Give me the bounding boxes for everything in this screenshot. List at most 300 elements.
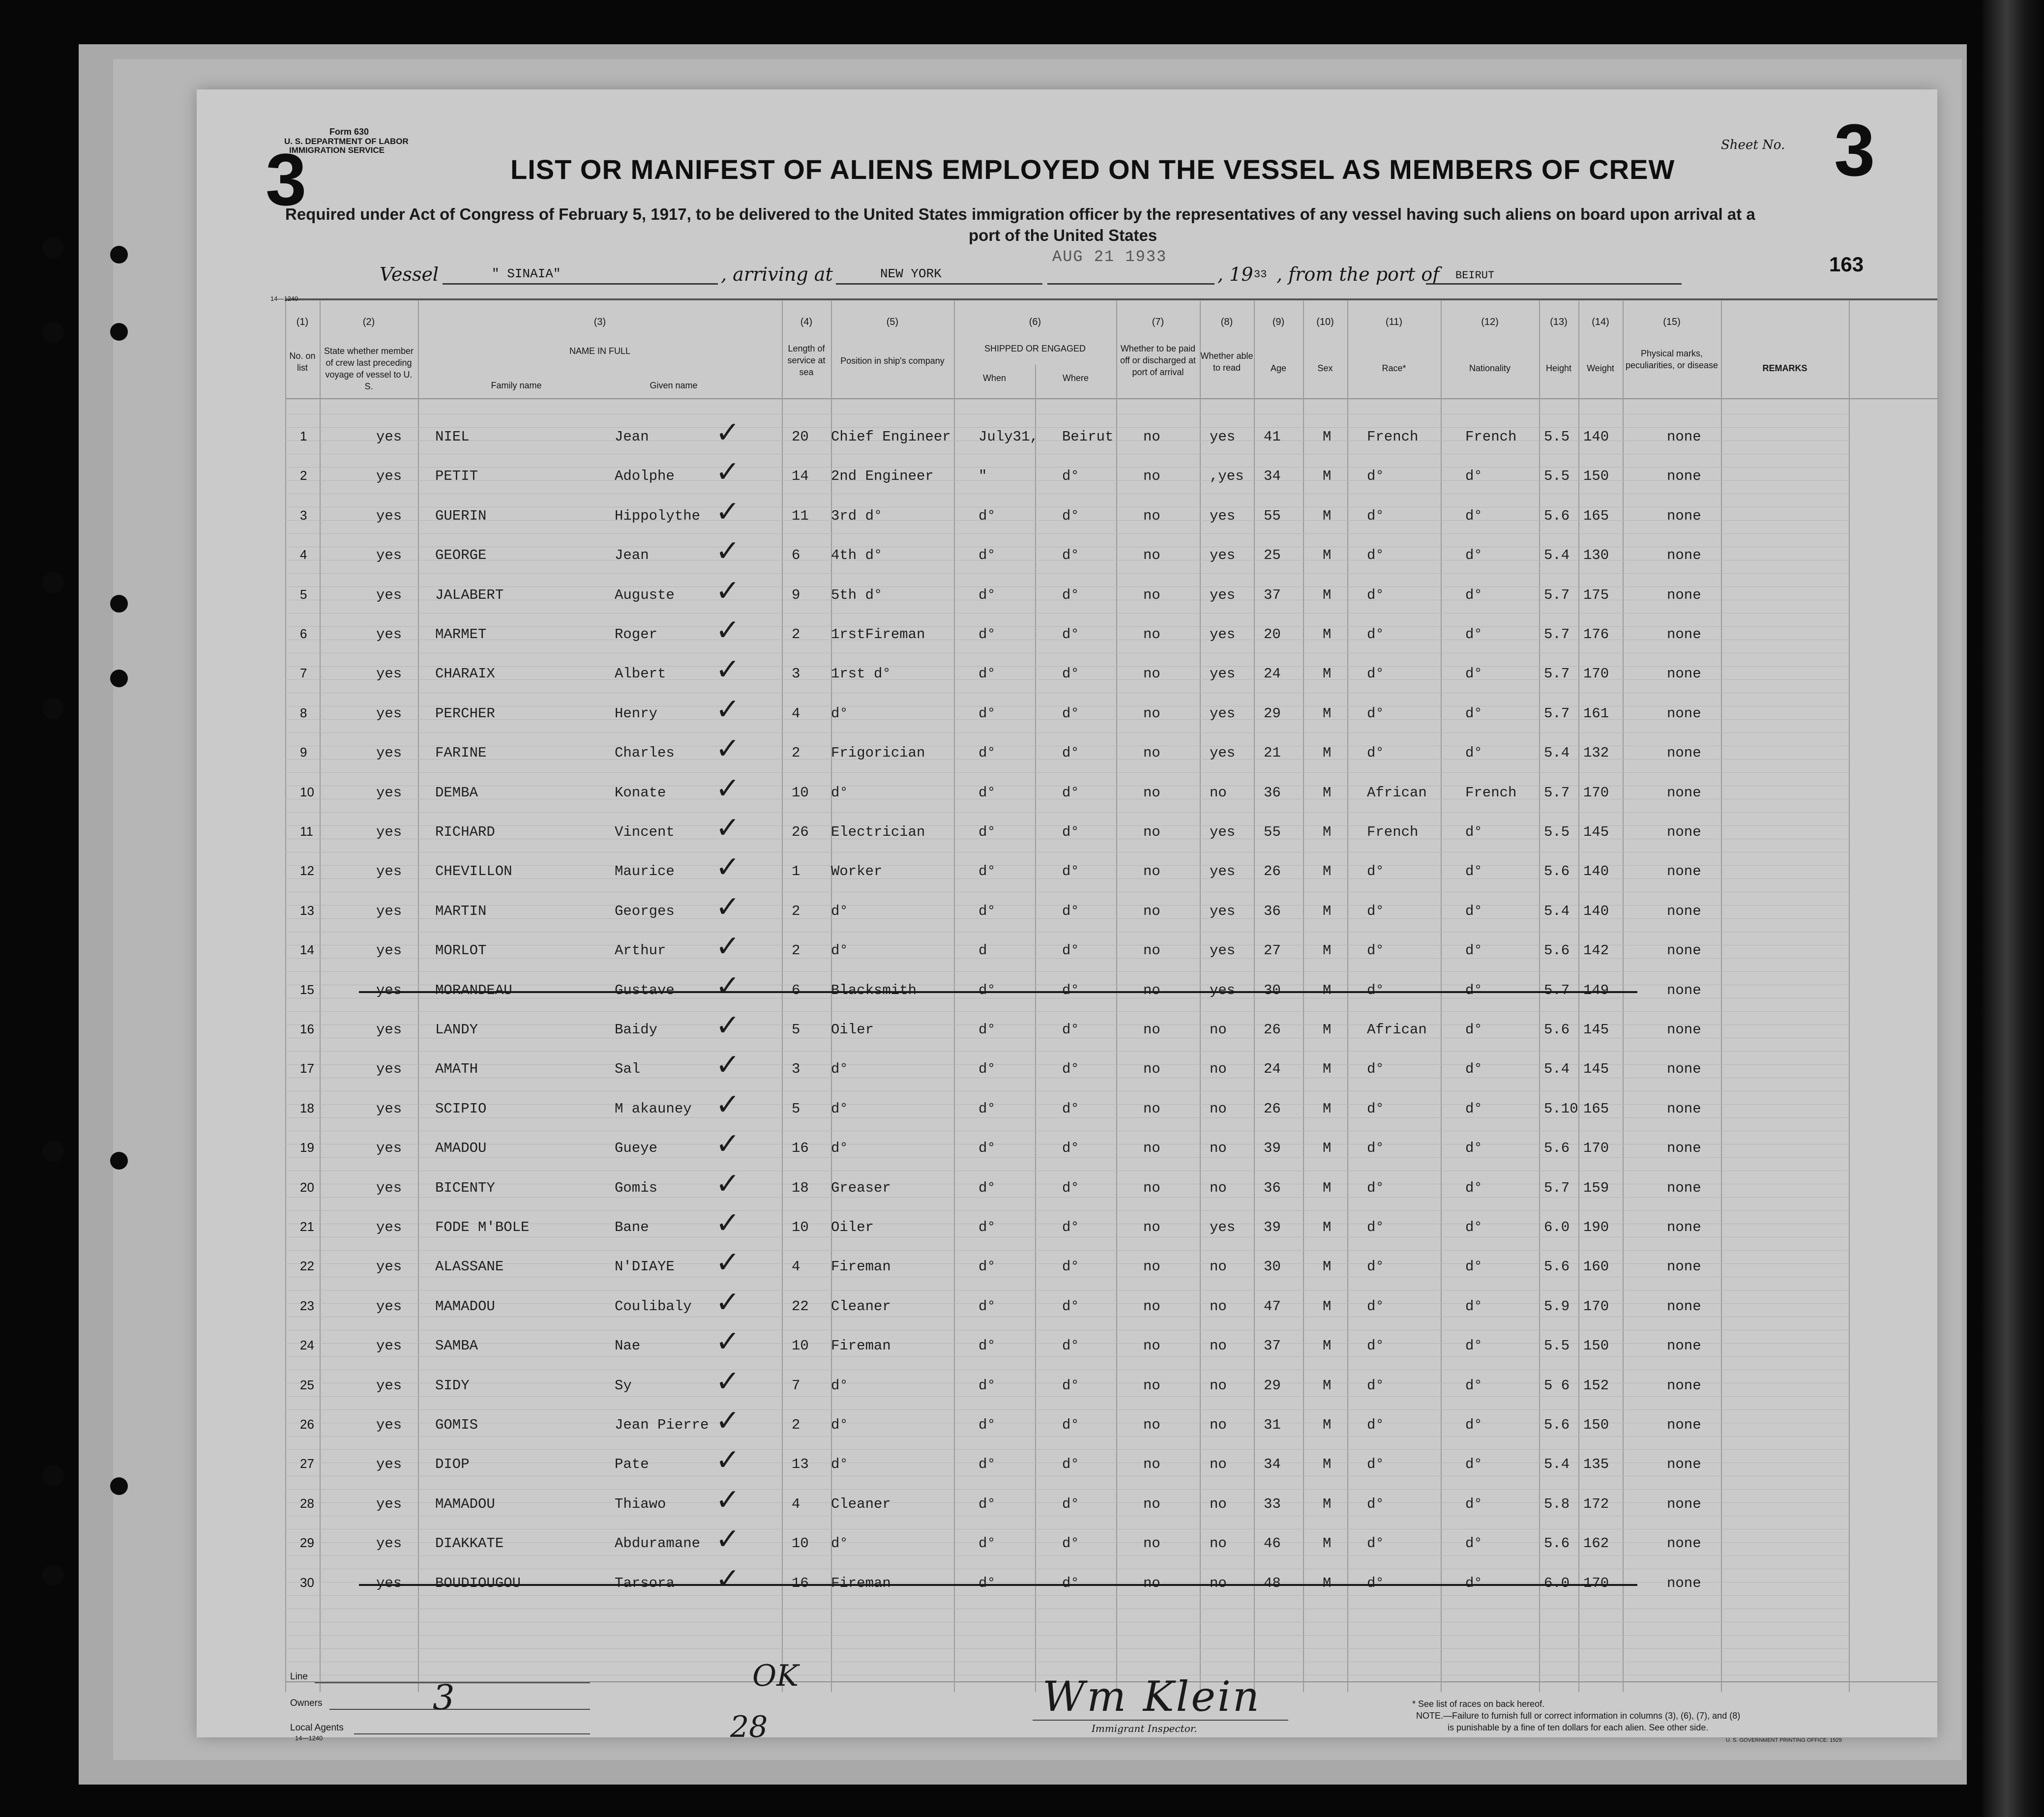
cell-read: yes [1210, 547, 1236, 564]
cell-sex: M [1323, 547, 1332, 564]
cell-pos: d° [831, 1061, 848, 1078]
fine-note-line-2: is punishable by a fine of ten dollars for each alien. See other side. [1448, 1723, 1709, 1732]
cell-race: French [1367, 824, 1419, 840]
cell-given: Gustave [615, 982, 675, 998]
printer-imprint: U. S. GOVERNMENT PRINTING OFFICE: 1929 [1726, 1737, 1842, 1743]
cell-given: Jean [615, 429, 649, 445]
col-num-4: (4) [800, 317, 813, 327]
col-num-12: (12) [1481, 317, 1499, 327]
cell-sex: M [1323, 1417, 1332, 1433]
cell-read: no [1210, 1535, 1227, 1552]
cell-nat: d° [1465, 942, 1482, 959]
cell-nat: d° [1465, 666, 1482, 682]
cell-ht: 5.9 [1544, 1298, 1570, 1315]
cell-prev: yes [376, 1219, 402, 1235]
cell-n: 16 [300, 1022, 314, 1036]
cell-when: d° [978, 1338, 996, 1354]
cell-paid: no [1143, 1061, 1160, 1078]
cell-when: d° [978, 1417, 996, 1433]
cell-wt: 160 [1583, 1259, 1609, 1275]
checkmark-icon: ✓ [715, 534, 741, 569]
cell-n: 3 [300, 507, 307, 523]
cell-nat: d° [1465, 1377, 1482, 1394]
cell-wt: 170 [1583, 1575, 1609, 1591]
arrival-date-stamp: AUG 21 1933 [1052, 248, 1167, 266]
cell-age: 33 [1264, 1495, 1281, 1512]
binder-hole [42, 698, 64, 720]
column-divider [1721, 301, 1722, 1692]
date-blank [1047, 283, 1215, 285]
cell-age: 21 [1264, 745, 1281, 762]
year-value: 33 [1254, 268, 1267, 281]
col-num-10: (10) [1316, 317, 1334, 327]
cell-when: d° [978, 1061, 996, 1078]
checkmark-icon: ✓ [715, 850, 741, 885]
header-last-voyage: State whether member of crew last preceding voyage of vessel to U. S. [324, 346, 414, 391]
cell-prev: yes [376, 903, 402, 919]
header-no-on-list: No. on list [289, 351, 316, 373]
cell-race: d° [1367, 1179, 1384, 1196]
cell-phys: none [1667, 507, 1701, 524]
cell-paid: no [1143, 1298, 1160, 1315]
cell-when: d° [978, 1259, 996, 1275]
cell-ht: 5.6 [1544, 1022, 1570, 1038]
cell-wt: 170 [1583, 784, 1609, 801]
cell-paid: no [1143, 1219, 1160, 1235]
cell-wt: 150 [1583, 468, 1609, 485]
cell-prev: yes [376, 1022, 402, 1038]
ledger-rule [285, 1648, 1849, 1649]
ledger-rule [285, 1157, 1849, 1158]
cell-nat: d° [1465, 1140, 1482, 1157]
cell-prev: yes [376, 942, 402, 959]
binder-hole [110, 595, 128, 613]
cell-when: d° [978, 1495, 996, 1512]
ledger-rule [285, 1635, 1849, 1636]
cell-sex: M [1323, 784, 1332, 801]
cell-prev: yes [376, 507, 402, 524]
cell-paid: no [1143, 1259, 1160, 1275]
cell-paid: no [1143, 1140, 1160, 1157]
sheet-number-label: Sheet No. [1721, 138, 1785, 152]
cell-where: d° [1062, 1456, 1079, 1473]
binder-hole [110, 246, 128, 264]
cell-len: 20 [792, 429, 809, 445]
cell-family: BICENTY [435, 1179, 495, 1196]
cell-read: yes [1210, 507, 1236, 524]
binder-hole [42, 237, 64, 259]
cell-prev: yes [376, 586, 402, 603]
cell-sex: M [1323, 982, 1332, 998]
cell-phys: none [1667, 1338, 1701, 1354]
cell-given: Sal [615, 1061, 641, 1078]
header-weight: Weight [1587, 363, 1614, 373]
cell-age: 39 [1264, 1219, 1281, 1235]
cell-n: 24 [300, 1338, 314, 1353]
cell-read: yes [1210, 705, 1236, 722]
ledger-rule [285, 1449, 1849, 1450]
cell-ht: 5.4 [1544, 547, 1570, 564]
cell-len: 10 [792, 1535, 809, 1552]
cell-read: no [1210, 1495, 1227, 1512]
checkmark-icon: ✓ [715, 1522, 741, 1557]
cell-n: 23 [300, 1298, 314, 1313]
cell-age: 55 [1264, 507, 1281, 524]
cell-paid: no [1143, 903, 1160, 919]
owners-blank [329, 1709, 590, 1710]
cell-family: DEMBA [435, 784, 478, 801]
cell-wt: 159 [1583, 1179, 1609, 1196]
owners-label: Owners [290, 1698, 323, 1708]
cell-sex: M [1323, 1298, 1332, 1315]
cell-sex: M [1323, 468, 1332, 485]
cell-family: JALABERT [435, 586, 504, 603]
cell-n: 25 [300, 1377, 314, 1392]
checkmark-icon: ✓ [715, 1285, 741, 1319]
cell-prev: yes [376, 1495, 402, 1512]
cell-phys: none [1667, 1219, 1701, 1235]
cell-when: d° [978, 1535, 996, 1552]
header-race: Race* [1382, 363, 1406, 373]
cell-when: d° [978, 1179, 996, 1196]
cell-age: 29 [1264, 705, 1281, 722]
cell-given: Baidy [615, 1022, 658, 1038]
cell-phys: none [1667, 903, 1701, 919]
cell-len: 3 [792, 1061, 800, 1078]
header-family-name: Family name [491, 381, 542, 390]
cell-len: 4 [792, 1259, 800, 1275]
cell-family: DIAKKATE [435, 1535, 504, 1552]
cell-pos: d° [831, 1456, 848, 1473]
binder-hole [42, 1465, 64, 1487]
header-where: Where [1062, 373, 1089, 383]
cell-prev: yes [376, 705, 402, 722]
cell-read: ,yes [1210, 468, 1244, 485]
ledger-rule [285, 613, 1849, 614]
checkmark-icon: ✓ [715, 1561, 741, 1596]
cell-sex: M [1323, 1338, 1332, 1354]
column-divider [1849, 301, 1850, 1692]
cell-where: d° [1062, 863, 1079, 880]
cell-read: yes [1210, 745, 1236, 762]
cell-phys: none [1667, 626, 1701, 643]
service-name: IMMIGRATION SERVICE [289, 146, 385, 155]
cell-len: 4 [792, 1495, 800, 1512]
cell-phys: none [1667, 745, 1701, 762]
cell-pos: Frigorician [831, 745, 925, 762]
cell-paid: no [1143, 982, 1160, 998]
cell-pos: Fireman [831, 1338, 891, 1354]
cell-where: d° [1062, 1179, 1079, 1196]
cell-paid: no [1143, 705, 1160, 722]
cell-wt: 150 [1583, 1338, 1609, 1354]
cell-pos: 1rstFireman [831, 626, 925, 643]
cell-prev: yes [376, 1456, 402, 1473]
cell-when: d° [978, 1377, 996, 1394]
cell-family: MORLOT [435, 942, 487, 959]
cell-n: 17 [300, 1061, 314, 1076]
cell-nat: d° [1465, 626, 1482, 643]
cell-prev: yes [376, 745, 402, 762]
cell-nat: d° [1465, 863, 1482, 880]
cell-ht: 5.6 [1544, 942, 1570, 959]
manifest-sheet [197, 89, 1937, 1744]
cell-where: d° [1062, 942, 1079, 959]
signature-line [1033, 1720, 1288, 1721]
cell-read: yes [1210, 429, 1236, 445]
cell-sex: M [1323, 1456, 1332, 1473]
cell-prev: yes [376, 1100, 402, 1117]
cell-family: FODE M'BOLE [435, 1219, 530, 1235]
cell-n: 29 [300, 1535, 314, 1551]
cell-read: no [1210, 1259, 1227, 1275]
cell-given: Auguste [615, 586, 675, 603]
cell-paid: no [1143, 1456, 1160, 1473]
cell-read: yes [1210, 863, 1236, 880]
page-number: 163 [1829, 253, 1864, 276]
races-note: * See list of races on back hereof. [1412, 1699, 1545, 1709]
checkmark-icon: ✓ [715, 732, 741, 766]
ledger-rule [285, 971, 1849, 972]
cell-race: d° [1367, 1061, 1384, 1078]
cell-nat: d° [1465, 705, 1482, 722]
ledger-rule [285, 533, 1849, 534]
checkmark-icon: ✓ [715, 1087, 741, 1122]
cell-family: SAMBA [435, 1338, 478, 1354]
cell-given: Thiawo [615, 1495, 666, 1512]
cell-wt: 150 [1583, 1417, 1609, 1433]
cell-age: 36 [1264, 784, 1281, 801]
column-divider [1441, 301, 1442, 1692]
cell-family: GUERIN [435, 507, 487, 524]
cell-prev: yes [376, 982, 402, 998]
cell-nat: d° [1465, 824, 1482, 840]
cell-wt: 140 [1583, 429, 1609, 445]
cell-nat: French [1465, 784, 1517, 801]
cell-where: d° [1062, 1061, 1079, 1078]
cell-paid: no [1143, 1100, 1160, 1117]
cell-race: d° [1367, 547, 1384, 564]
cell-n: 1 [300, 429, 307, 443]
ledger-rule [285, 1555, 1849, 1556]
ledger-rule [285, 1051, 1849, 1052]
cell-nat: d° [1465, 468, 1482, 485]
cell-where: d° [1062, 784, 1079, 801]
cell-paid: no [1143, 547, 1160, 564]
checkmark-icon: ✓ [715, 1206, 741, 1240]
column-divider [1347, 301, 1348, 1692]
cell-len: 10 [792, 784, 809, 801]
scan-edge-strip [1982, 0, 2044, 1817]
cell-len: 6 [792, 982, 800, 998]
cell-prev: yes [376, 626, 402, 643]
cell-len: 16 [792, 1140, 809, 1157]
cell-pos: Cleaner [831, 1495, 891, 1512]
cell-family: GOMIS [435, 1417, 478, 1433]
cell-paid: no [1143, 468, 1160, 485]
cell-age: 36 [1264, 903, 1281, 919]
cell-phys: none [1667, 705, 1701, 722]
cell-given: Albert [615, 666, 666, 682]
cell-sex: M [1323, 1259, 1332, 1275]
checkmark-icon: ✓ [715, 968, 741, 1003]
cell-len: 2 [792, 745, 800, 762]
cell-read: yes [1210, 942, 1236, 959]
from-port-blank [1426, 283, 1682, 285]
checkmark-icon: ✓ [715, 1127, 741, 1162]
cell-pos: d° [831, 1377, 848, 1394]
cell-where: d° [1062, 824, 1079, 840]
checkmark-icon: ✓ [715, 692, 741, 727]
cell-nat: d° [1465, 1535, 1482, 1552]
handwritten-3: 3 [433, 1677, 455, 1718]
cell-given: Hippolythe [615, 507, 701, 524]
cell-read: yes [1210, 626, 1236, 643]
cell-pos: d° [831, 942, 848, 959]
cell-where: d° [1062, 468, 1079, 485]
cell-read: yes [1210, 586, 1236, 603]
cell-n: 15 [300, 982, 314, 997]
cell-paid: no [1143, 1417, 1160, 1433]
cell-age: 48 [1264, 1575, 1281, 1591]
cell-phys: none [1667, 824, 1701, 840]
cell-paid: no [1143, 666, 1160, 682]
header-remarks: REMARKS [1762, 363, 1807, 373]
cell-where: d° [1062, 1140, 1079, 1157]
cell-when: d° [978, 1456, 996, 1473]
cell-race: d° [1367, 507, 1384, 524]
ledger-rule [285, 467, 1849, 468]
cell-nat: d° [1465, 1179, 1482, 1196]
cell-ht: 5.7 [1544, 705, 1570, 722]
cell-prev: yes [376, 1535, 402, 1552]
cell-family: BOUDIOUGOU [435, 1575, 521, 1591]
cell-family: LANDY [435, 1022, 478, 1038]
cell-where: d° [1062, 626, 1079, 643]
binder-hole [110, 670, 128, 687]
cell-wt: 172 [1583, 1495, 1609, 1512]
cell-ht: 5.4 [1544, 903, 1570, 919]
cell-given: Adolphe [615, 468, 675, 485]
cell-race: d° [1367, 586, 1384, 603]
column-divider [782, 301, 783, 1692]
cell-len: 22 [792, 1298, 809, 1315]
cell-given: Konate [615, 784, 666, 801]
binder-hole [42, 1564, 64, 1586]
cell-pos: Worker [831, 863, 883, 880]
cell-wt: 161 [1583, 705, 1609, 722]
cell-phys: none [1667, 547, 1701, 564]
col-num-1: (1) [296, 317, 309, 327]
cell-age: 25 [1264, 547, 1281, 564]
cell-phys: none [1667, 1495, 1701, 1512]
checkmark-icon: ✓ [715, 1404, 741, 1438]
checkmark-icon: ✓ [715, 1166, 741, 1201]
cell-family: SCIPIO [435, 1100, 487, 1117]
ledger-rule [285, 1409, 1849, 1410]
header-given-name: Given name [650, 381, 698, 390]
cell-race: d° [1367, 1377, 1384, 1394]
cell-race: d° [1367, 626, 1384, 643]
cell-pos: Fireman [831, 1575, 891, 1591]
cell-read: yes [1210, 666, 1236, 682]
cell-where: d° [1062, 1377, 1079, 1394]
cell-nat: French [1465, 429, 1517, 445]
cell-nat: d° [1465, 903, 1482, 919]
cell-when: d° [978, 705, 996, 722]
cell-wt: 130 [1583, 547, 1609, 564]
cell-pos: d° [831, 903, 848, 919]
cell-wt: 140 [1583, 863, 1609, 880]
immigrant-inspector-label: Immigrant Inspector. [1092, 1723, 1197, 1734]
cell-age: 34 [1264, 468, 1281, 485]
cell-sex: M [1323, 1179, 1332, 1196]
cell-given: Coulibaly [615, 1298, 692, 1315]
ledger-rule [285, 1489, 1849, 1490]
cell-sex: M [1323, 626, 1332, 643]
cell-age: 24 [1264, 666, 1281, 682]
cell-n: 28 [300, 1495, 314, 1511]
cell-phys: none [1667, 863, 1701, 880]
cell-prev: yes [376, 1140, 402, 1157]
cell-given: Roger [615, 626, 658, 643]
cell-when: d° [978, 1140, 996, 1157]
cell-given: Bane [615, 1219, 649, 1235]
cell-wt: 135 [1583, 1456, 1609, 1473]
inspector-signature: Wm Klein [1042, 1672, 1261, 1721]
cell-when: d° [978, 547, 996, 564]
checkmark-icon: ✓ [715, 811, 741, 845]
cell-age: 46 [1264, 1535, 1281, 1552]
cell-paid: no [1143, 942, 1160, 959]
cell-age: 55 [1264, 824, 1281, 840]
cell-nat: d° [1465, 586, 1482, 603]
line-label: Line [290, 1671, 308, 1682]
cell-pos: 4th d° [831, 547, 883, 564]
checkmark-icon: ✓ [715, 1443, 741, 1478]
col-num-6: (6) [1029, 317, 1041, 327]
print-code: 14—1240 [270, 295, 298, 302]
cell-where: d° [1062, 1298, 1079, 1315]
cell-n: 18 [300, 1100, 314, 1115]
cell-len: 10 [792, 1338, 809, 1354]
cell-race: d° [1367, 1417, 1384, 1433]
cell-family: DIOP [435, 1456, 470, 1473]
cell-race: d° [1367, 942, 1384, 959]
cell-len: 5 [792, 1022, 800, 1038]
cell-family: PERCHER [435, 705, 495, 722]
ledger-rule [285, 1210, 1849, 1211]
cell-n: 11 [300, 824, 313, 839]
cell-phys: none [1667, 1535, 1701, 1552]
col-num-8: (8) [1220, 317, 1233, 327]
cell-given: Gueye [615, 1140, 658, 1157]
col-num-13: (13) [1550, 317, 1568, 327]
binder-hole [110, 1152, 128, 1170]
cell-wt: 140 [1583, 903, 1609, 919]
column-divider [320, 301, 321, 1692]
cell-len: 2 [792, 1417, 800, 1433]
cell-len: 2 [792, 903, 800, 919]
table-top-border [285, 298, 1937, 300]
cell-ht: 5.6 [1544, 863, 1570, 880]
department-name: U. S. DEPARTMENT OF LABOR [284, 137, 409, 146]
cell-n: 9 [300, 745, 307, 760]
ledger-rule [285, 1595, 1849, 1596]
header-physical-marks: Physical marks, peculiarities, or disease [1625, 349, 1718, 370]
header-able-read: Whether able to read [1200, 351, 1253, 373]
cell-ht: 5.7 [1544, 784, 1570, 801]
